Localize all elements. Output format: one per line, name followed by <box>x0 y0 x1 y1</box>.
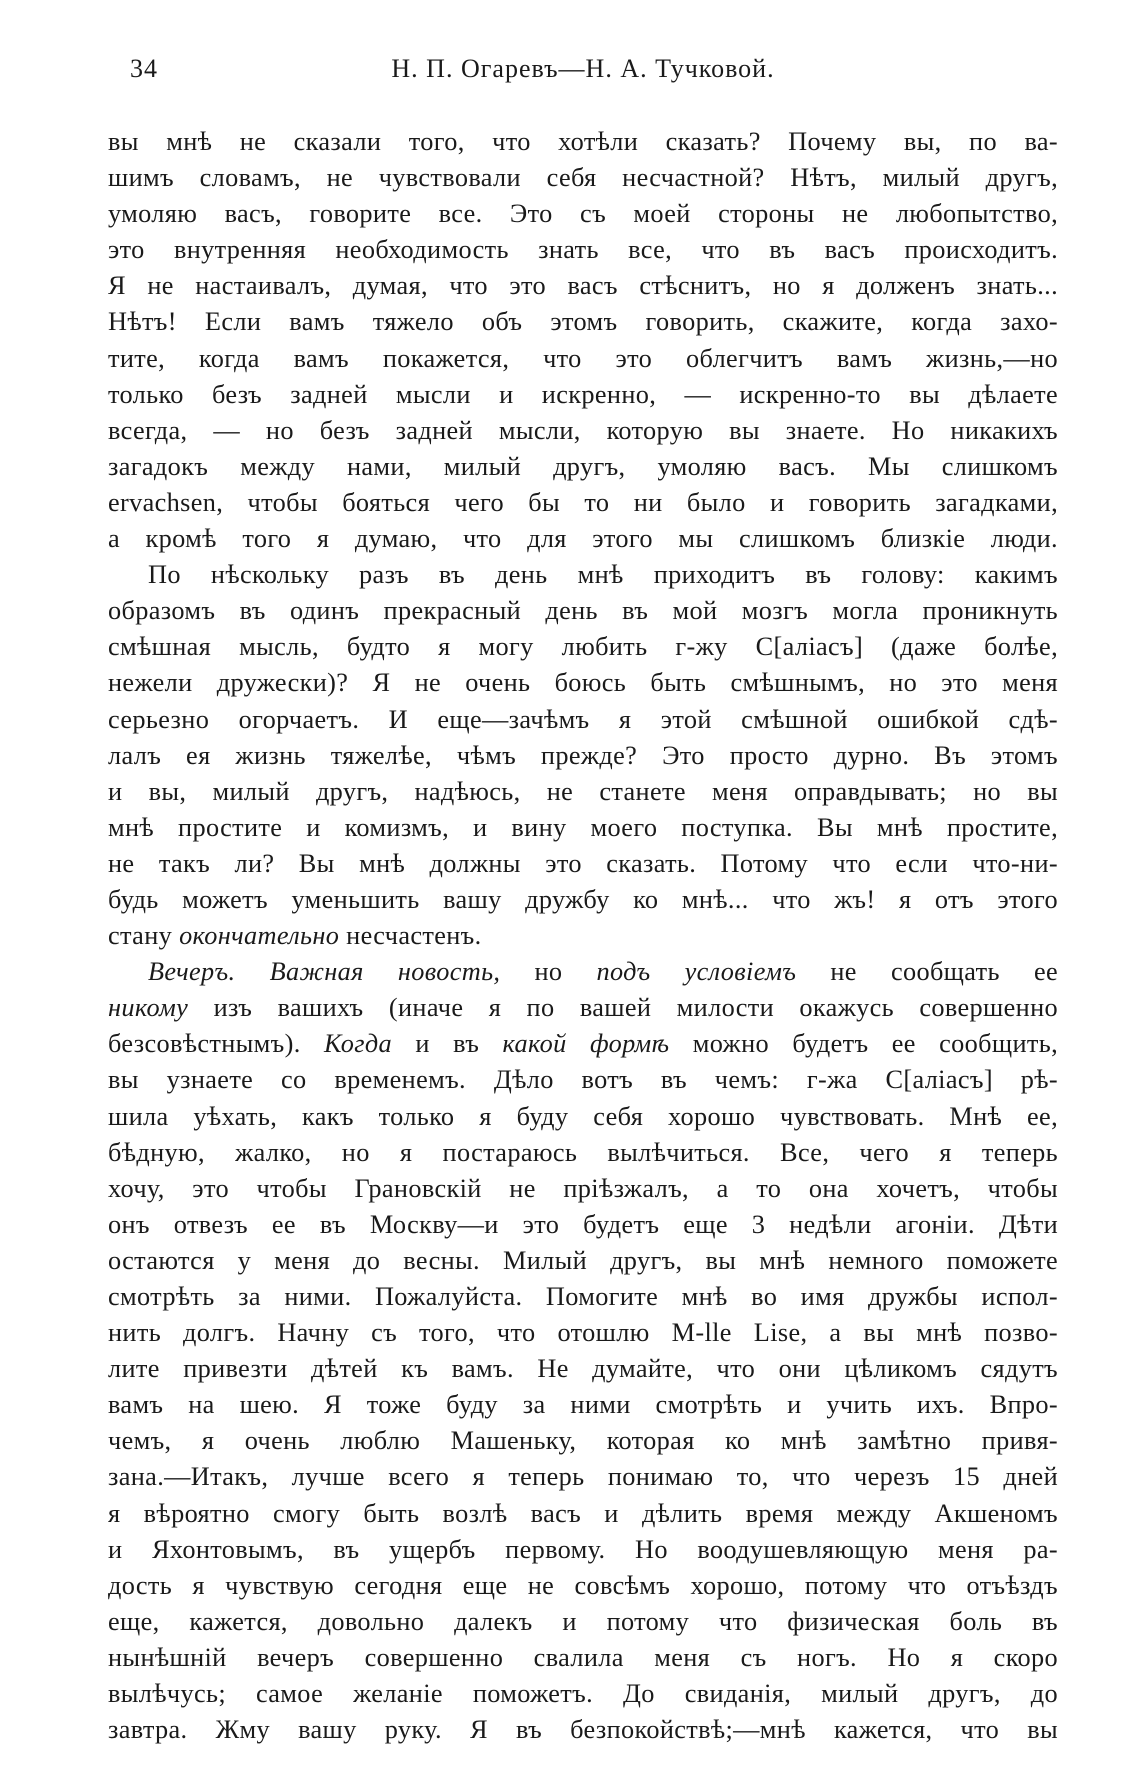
text-line: не такъ ли? Вы мнѣ должны это сказать. Потому что если что-ни- <box>108 848 1058 878</box>
text-line: онъ отвезъ ее въ Москву—и это будетъ еще 3 недѣли агоніи. Дѣти <box>108 1209 1058 1239</box>
text-run: и въ <box>392 1029 503 1059</box>
text-line: и вы, милый другъ, надѣюсь, не станете меня оправдывать; но вы <box>108 776 1058 806</box>
text-run: безсовѣстнымъ). <box>108 1029 324 1059</box>
text-line <box>108 918 1058 954</box>
text-line: лите привезти дѣтей къ вамъ. Не думайте, что они цѣликомъ сядутъ <box>108 1354 1058 1384</box>
text-run: стану <box>108 921 180 951</box>
text-line: смотрѣть за ними. Пожалуйста. Помогите мнѣ во имя дружбы испол- <box>108 1282 1058 1311</box>
running-title: Н. П. Огаревъ—Н. А. Тучковой. <box>391 54 775 83</box>
text-line: бѣдную, жалко, но я постараюсь вылѣчиться. Все, чего я теперь <box>108 1137 1058 1167</box>
text-line: Нѣтъ! Если вамъ тяжело объ этомъ говорить, скажите, когда захо- <box>108 307 1058 337</box>
text-line: вы мнѣ не сказали того, что хотѣли сказать? Почему вы, по ва- <box>108 127 1058 156</box>
text-line: серьезно огорчаетъ. И еще—зачѣмъ я этой смѣшной ошибкой сдѣ- <box>108 704 1058 734</box>
text-run: но <box>500 957 597 987</box>
text-line: ervachsen, чтобы бояться чего бы то ни было и говорить загадками, <box>108 487 1058 517</box>
text-run: изъ вашихъ (иначе я по вашей милости окажусь совершенно <box>188 993 1058 1023</box>
body-text <box>108 124 1058 1748</box>
text-run: не сообщать ее <box>796 957 1058 987</box>
text-line: хочу, это чтобы Грановскій не пріѣзжалъ, а то она хочетъ, чтобы <box>108 1173 1058 1203</box>
paragraph-3 <box>108 954 1058 1748</box>
emphasis-text: никому <box>108 993 189 1023</box>
emphasis-text: Когда <box>323 1029 393 1059</box>
book-page <box>108 48 1058 1748</box>
text-line: я вѣроятно смогу быть возлѣ васъ и дѣлить время между Акшеномъ <box>108 1498 1058 1528</box>
text-line: шила уѣхать, какъ только я буду себя хорошо чувствовать. Мнѣ ее, <box>108 1101 1058 1131</box>
text-line: дость я чувствую сегодня еще не совсѣмъ хорошо, потому что отъѣздъ <box>108 1570 1058 1600</box>
text-line: мнѣ простите и комизмъ, и вину моего поступка. Вы мнѣ простите, <box>108 812 1058 842</box>
text-line: чемъ, я очень люблю Машеньку, которая ко мнѣ замѣтно привя- <box>108 1426 1058 1456</box>
text-line: Я не настаивалъ, думая, что это васъ стѣснитъ, но я долженъ знать... <box>108 271 1058 301</box>
text-line: лалъ ея жизнь тяжелѣе, чѣмъ прежде? Это просто дурно. Въ этомъ <box>108 740 1058 770</box>
text-line: остаются у меня до весны. Милый другъ, вы мнѣ немного поможете <box>108 1245 1058 1275</box>
text-line: всегда, — но безъ задней мысли, которую вы знаете. Но никакихъ <box>108 415 1058 445</box>
text-line: это внутренняя необходимость знать все, что въ васъ происходитъ. <box>108 235 1058 265</box>
text-line: вамъ на шею. Я тоже буду за ними смотрѣть и учить ихъ. Впро- <box>108 1390 1058 1420</box>
page-number: 34 <box>130 54 158 83</box>
paragraph-2 <box>108 557 1058 954</box>
text-line: вы узнаете со временемъ. Дѣло вотъ въ чемъ: г-жа С[аліасъ] рѣ- <box>108 1065 1058 1095</box>
text-run: несчастенъ. <box>339 921 482 951</box>
text-line <box>108 954 1058 990</box>
text-line: образомъ въ одинъ прекрасный день въ мой мозгъ могла проникнуть <box>108 596 1058 626</box>
text-line: завтра. Жму вашу руку. Я въ безпокойствѣ;—мнѣ кажется, что вы <box>108 1715 1058 1745</box>
text-line <box>108 990 1058 1026</box>
text-line: умоляю васъ, говорите все. Это съ моей стороны не любопытство, <box>108 199 1058 229</box>
text-line: еще, кажется, довольно далекъ и потому что физическая боль въ <box>108 1606 1058 1636</box>
text-line: смѣшная мысль, будто я могу любить г-жу С[аліасъ] (даже болѣе, <box>108 632 1058 662</box>
text-line: и Яхонтовымъ, въ ущербъ первому. Но воодушевляющую меня ра- <box>108 1534 1058 1564</box>
page-header <box>108 48 1058 88</box>
text-line: загадокъ между нами, милый другъ, умоляю васъ. Мы слишкомъ <box>108 451 1058 481</box>
text-run: можно будетъ ее сообщить, <box>669 1029 1059 1059</box>
text-line: зана.—Итакъ, лучше всего я теперь понимаю то, что черезъ 15 дней <box>108 1462 1058 1492</box>
emphasis-text: Вечеръ. Важная новость, <box>148 957 501 987</box>
text-line: нынѣшній вечеръ совершенно свалила меня съ ногъ. Но я скоро <box>108 1642 1058 1672</box>
emphasis-text: какой формѣ <box>502 1029 670 1059</box>
text-line: По нѣскольку разъ въ день мнѣ приходитъ въ голову: какимъ <box>148 560 1058 590</box>
text-line: тите, когда вамъ покажется, что это облегчитъ вамъ жизнь,—но <box>108 343 1058 373</box>
text-line <box>108 1026 1058 1062</box>
text-line: нить долгъ. Начну съ того, что отошлю M-lle Lise, а вы мнѣ позво- <box>108 1318 1058 1348</box>
text-line: вылѣчусь; самое желаніе поможетъ. До свиданія, милый другъ, до <box>108 1679 1058 1709</box>
emphasis-text: окончательно <box>179 921 340 951</box>
text-line: шимъ словамъ, не чувствовали себя несчастной? Нѣтъ, милый другъ, <box>108 163 1058 193</box>
paragraph-1 <box>108 124 1058 557</box>
text-line: будь можетъ уменьшить вашу дружбу ко мнѣ... что жъ! я отъ этого <box>108 884 1058 914</box>
text-line: нежели дружески)? Я не очень боюсь быть смѣшнымъ, но это меня <box>108 668 1058 698</box>
text-line: а кромѣ того я думаю, что для этого мы слишкомъ близкіе люди. <box>108 524 1058 554</box>
text-line: только безъ задней мысли и искренно, — искренно-то вы дѣлаете <box>108 379 1058 409</box>
emphasis-text: подъ условіемъ <box>596 957 797 987</box>
